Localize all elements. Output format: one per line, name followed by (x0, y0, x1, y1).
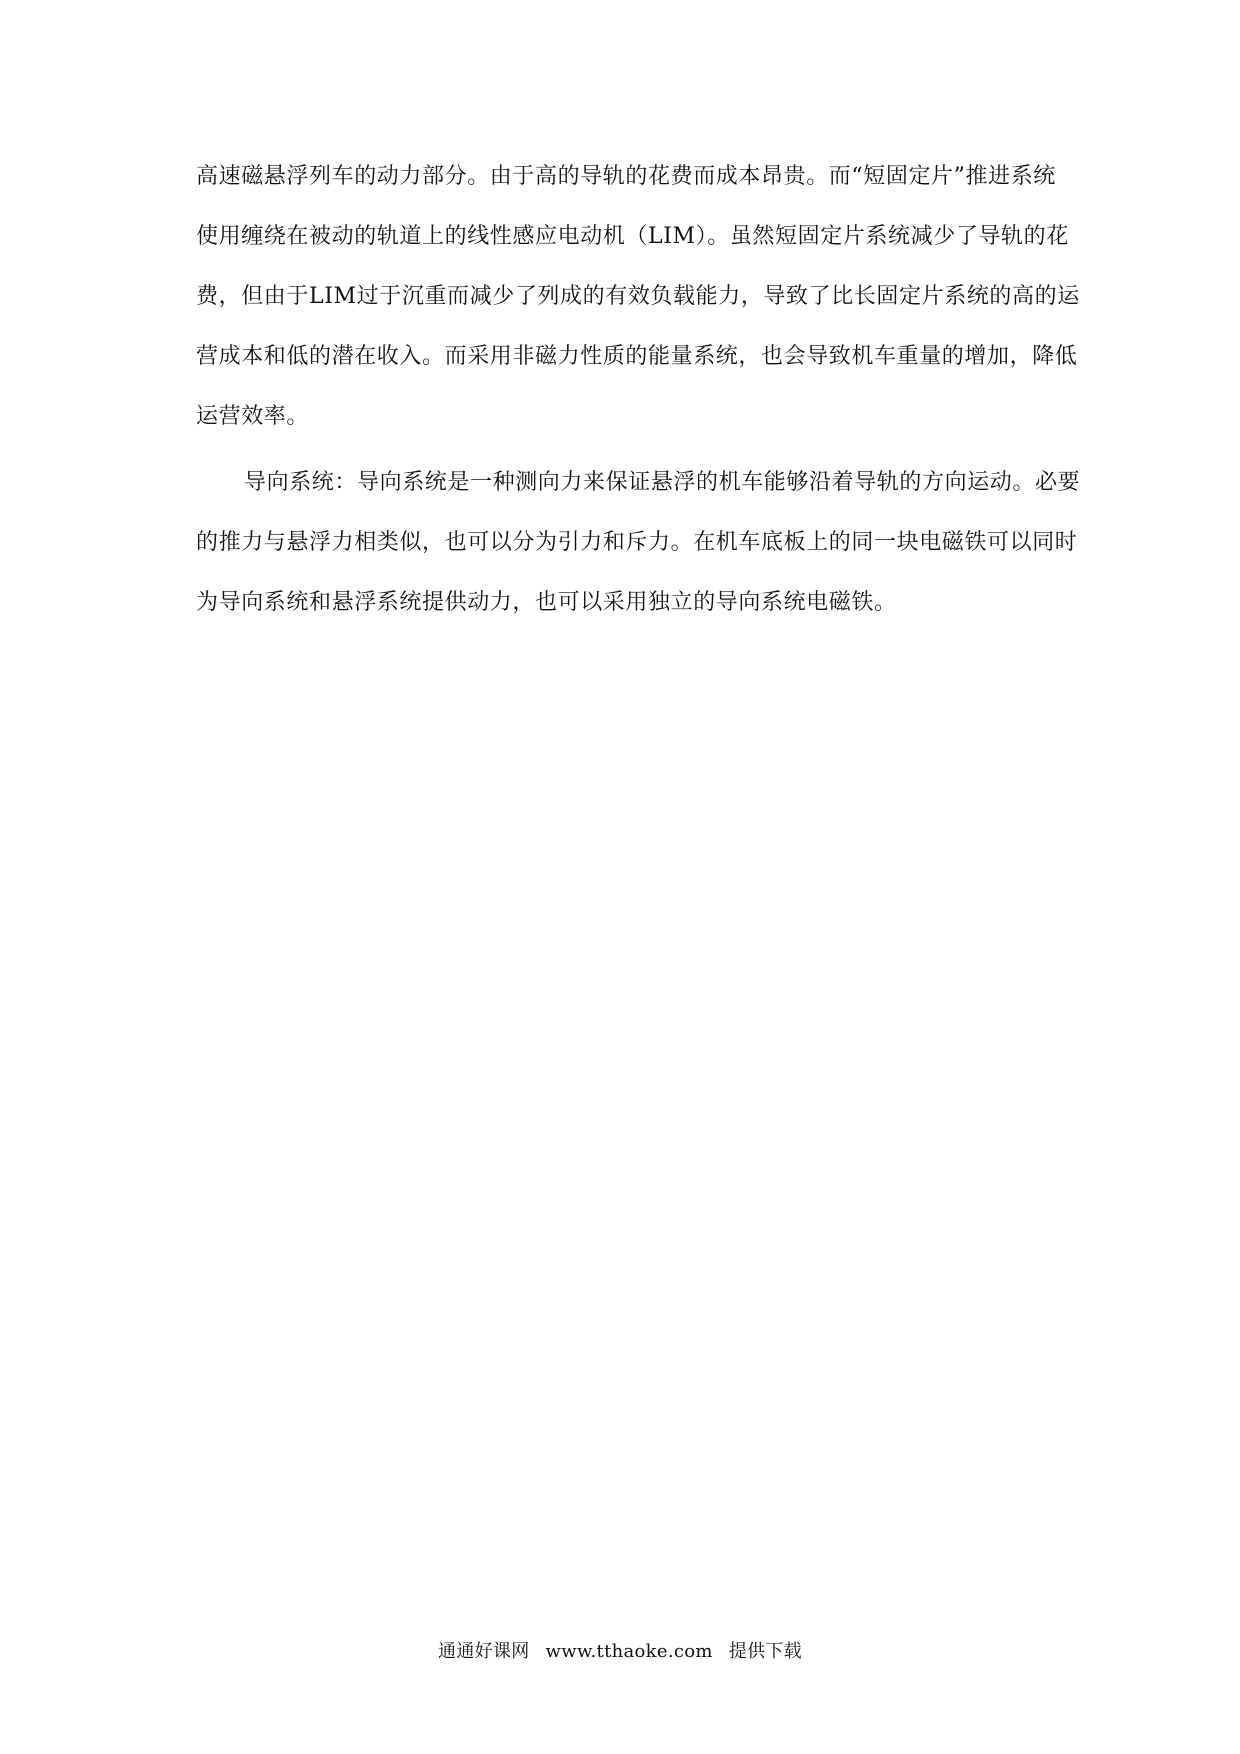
text-line: 营成本和低的潜在收入。而采用非磁力性质的能量系统，也会导致机车重量的增加，降低 (196, 344, 1078, 369)
text-line: 的推力与悬浮力相类似，也可以分为引力和斥力。在机车底板上的同一块电磁铁可以同时 (196, 530, 1078, 555)
page-footer (0, 1641, 1240, 1663)
text-line: 导向系统：导向系统是一种测向力来保证悬浮的机车能够沿着导轨的方向运动。必要 (244, 470, 1081, 495)
paragraph-guidance (196, 470, 1081, 615)
footer-download-note: 提供下载 (728, 1641, 802, 1662)
paragraph-propulsion (196, 164, 1080, 429)
text-line: 运营效率。 (196, 404, 310, 429)
text-line: 使用缠绕在被动的轨道上的线性感应电动机（LIM）。虽然短固定片系统减少了导轨的花 (196, 224, 1069, 249)
footer-url: www.tthaoke.com (545, 1641, 713, 1662)
text-line: 为导向系统和悬浮系统提供动力，也可以采用独立的导向系统电磁铁。 (196, 590, 897, 615)
text-line: 费，但由于LIM过于沉重而减少了列成的有效负载能力，导致了比长固定片系统的高的运 (196, 284, 1080, 309)
footer-site-name: 通通好课网 (438, 1641, 530, 1662)
text-line: 高速磁悬浮列车的动力部分。由于高的导轨的花费而成本昂贵。而“短固定片”推进系统 (196, 164, 1056, 189)
body-text (196, 164, 1081, 652)
